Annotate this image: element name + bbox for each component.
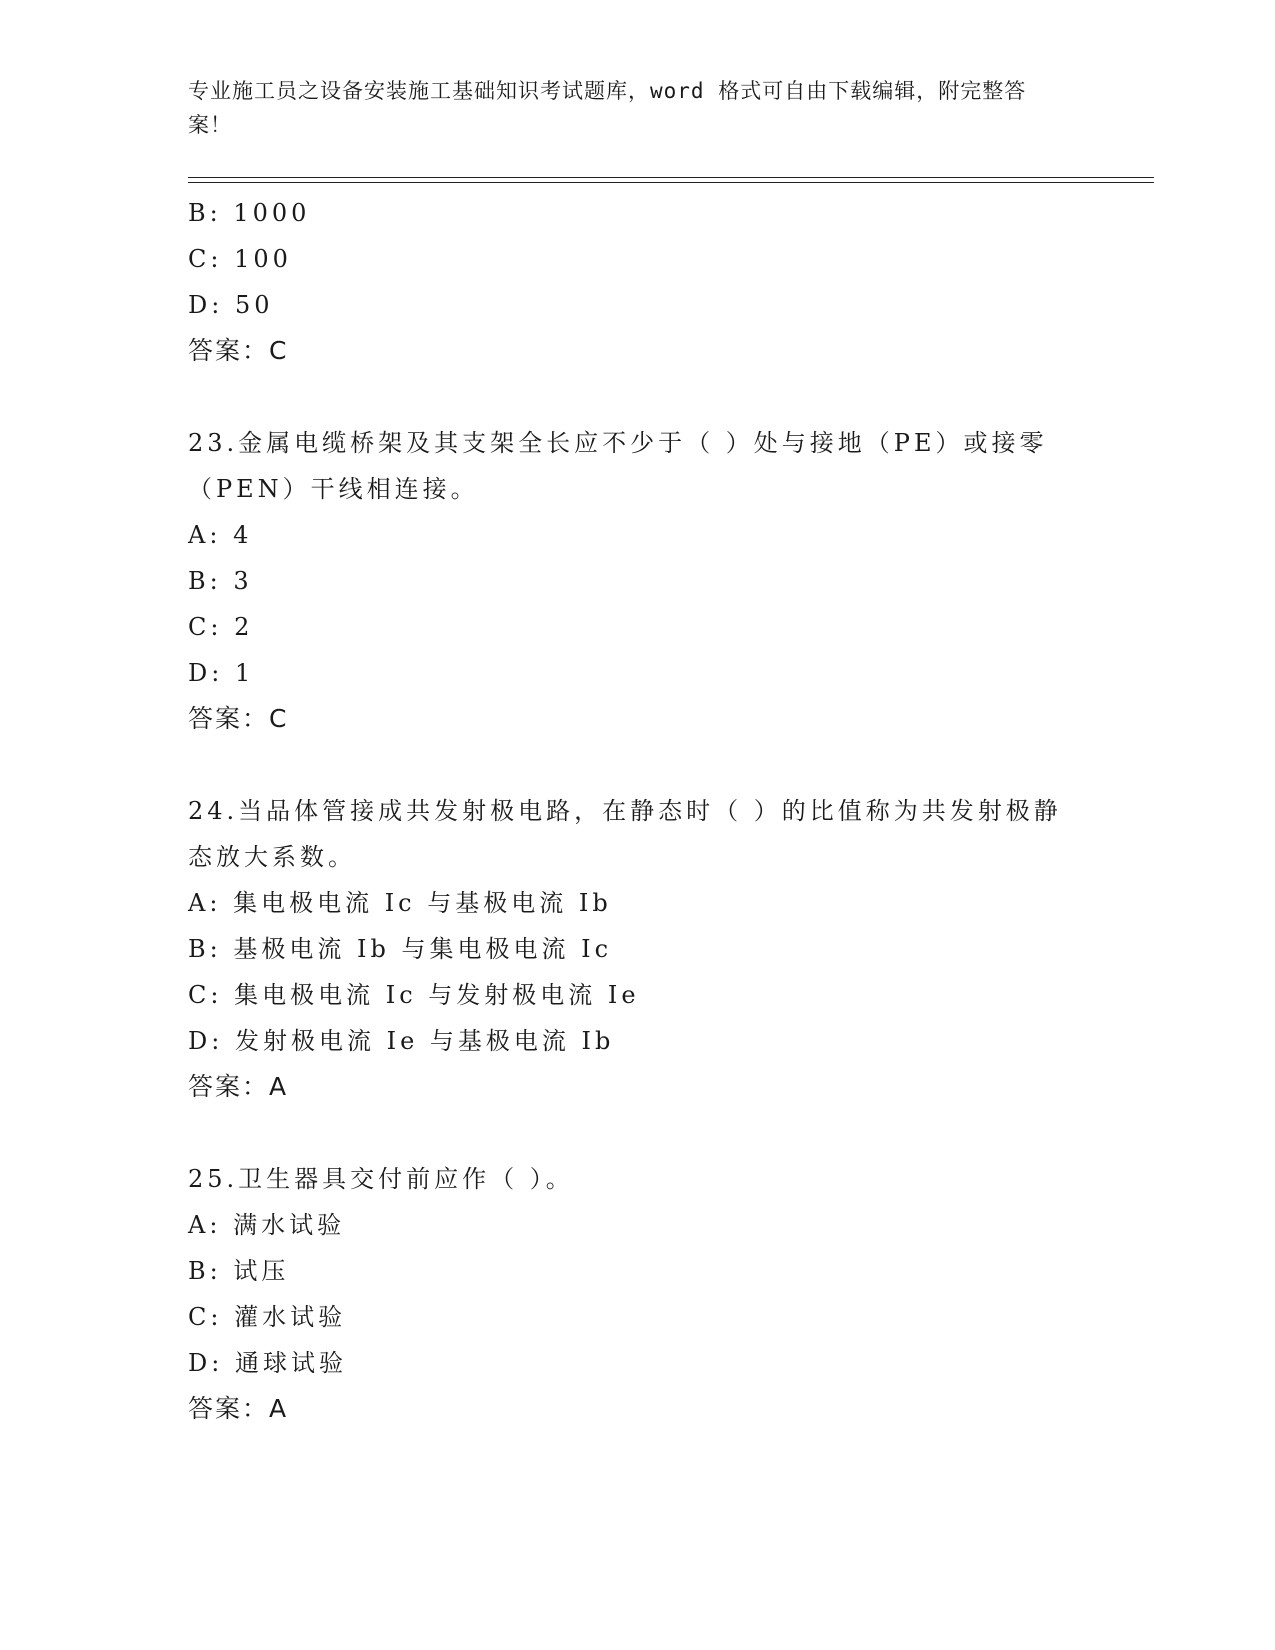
option-text: 集电极电流 Ic 与发射极电流 Ie <box>234 981 640 1009</box>
question-stem: 23.金属电缆桥架及其支架全长应不少于（ ）处与接地（PE）或接零（PEN）干线相连接。 <box>188 429 1048 503</box>
option-key: B <box>188 567 210 595</box>
option-line: D: 发射极电流 Ie 与基极电流 Ib <box>188 1027 615 1055</box>
option-key: A <box>188 521 210 549</box>
option-line: B: 3 <box>188 567 253 595</box>
question-stem: 25.卫生器具交付前应作（ ）。 <box>188 1165 574 1193</box>
option-key: D <box>188 1027 212 1055</box>
document-header: 专业施工员之设备安装施工基础知识考试题库，word 格式可自由下载编辑，附完整答案！ <box>188 79 1027 137</box>
option-line: A: 满水试验 <box>188 1211 346 1239</box>
prev-question-block <box>188 190 1088 374</box>
header-divider-top <box>188 177 1154 178</box>
option-key: B <box>188 935 210 963</box>
option-key: C <box>188 1303 211 1331</box>
option-key: D <box>188 659 212 687</box>
option-line: A: 集电极电流 Ic 与基极电流 Ib <box>188 889 612 917</box>
answer-line: 答案：A <box>188 1394 289 1423</box>
option-key: C <box>188 981 211 1009</box>
question-block <box>188 788 1088 1110</box>
option-text: 满水试验 <box>233 1211 346 1239</box>
option-key: C <box>188 613 211 641</box>
option-line: D: 1 <box>188 659 255 687</box>
option-text: 通球试验 <box>234 1349 347 1377</box>
option-text: 试压 <box>233 1257 290 1285</box>
option-text: 灌水试验 <box>234 1303 347 1331</box>
option-key: A <box>188 889 210 917</box>
option-key: B <box>188 1257 210 1285</box>
option-line: D: 50 <box>188 291 274 319</box>
option-line: D: 通球试验 <box>188 1349 347 1377</box>
option-text: 2 <box>234 613 254 641</box>
option-line: C: 100 <box>188 245 292 273</box>
option-text: 1 <box>234 659 255 687</box>
option-text: 集电极电流 Ic 与基极电流 Ib <box>233 889 612 917</box>
option-line: C: 2 <box>188 613 254 641</box>
option-text: 基极电流 Ib 与集电极电流 Ic <box>233 935 613 963</box>
option-text: 100 <box>234 245 292 273</box>
option-key: C <box>188 245 211 273</box>
option-text: 4 <box>233 521 253 549</box>
question-block <box>188 1156 1088 1432</box>
option-key: D <box>188 1349 212 1377</box>
option-text: 3 <box>233 567 253 595</box>
option-key: A <box>188 1211 210 1239</box>
option-text: 发射极电流 Ie 与基极电流 Ib <box>234 1027 615 1055</box>
option-line: B: 基极电流 Ib 与集电极电流 Ic <box>188 935 613 963</box>
option-line: C: 灌水试验 <box>188 1303 347 1331</box>
option-key: D <box>188 291 212 319</box>
option-line: A: 4 <box>188 521 253 549</box>
header-divider-bottom <box>188 182 1154 183</box>
question-block <box>188 420 1088 742</box>
option-line: B: 1000 <box>188 199 311 227</box>
answer-line: 答案：C <box>188 704 289 733</box>
option-line: B: 试压 <box>188 1257 290 1285</box>
question-stem: 24.当品体管接成共发射极电路，在静态时（ ）的比值称为共发射极静态放大系数。 <box>188 797 1062 871</box>
option-line: C: 集电极电流 Ic 与发射极电流 Ie <box>188 981 640 1009</box>
option-text: 1000 <box>233 199 311 227</box>
option-key: B <box>188 199 210 227</box>
option-text: 50 <box>234 291 274 319</box>
answer-line: 答案：A <box>188 1072 289 1101</box>
question-list <box>188 190 1088 1432</box>
answer-line: 答案：C <box>188 336 289 365</box>
